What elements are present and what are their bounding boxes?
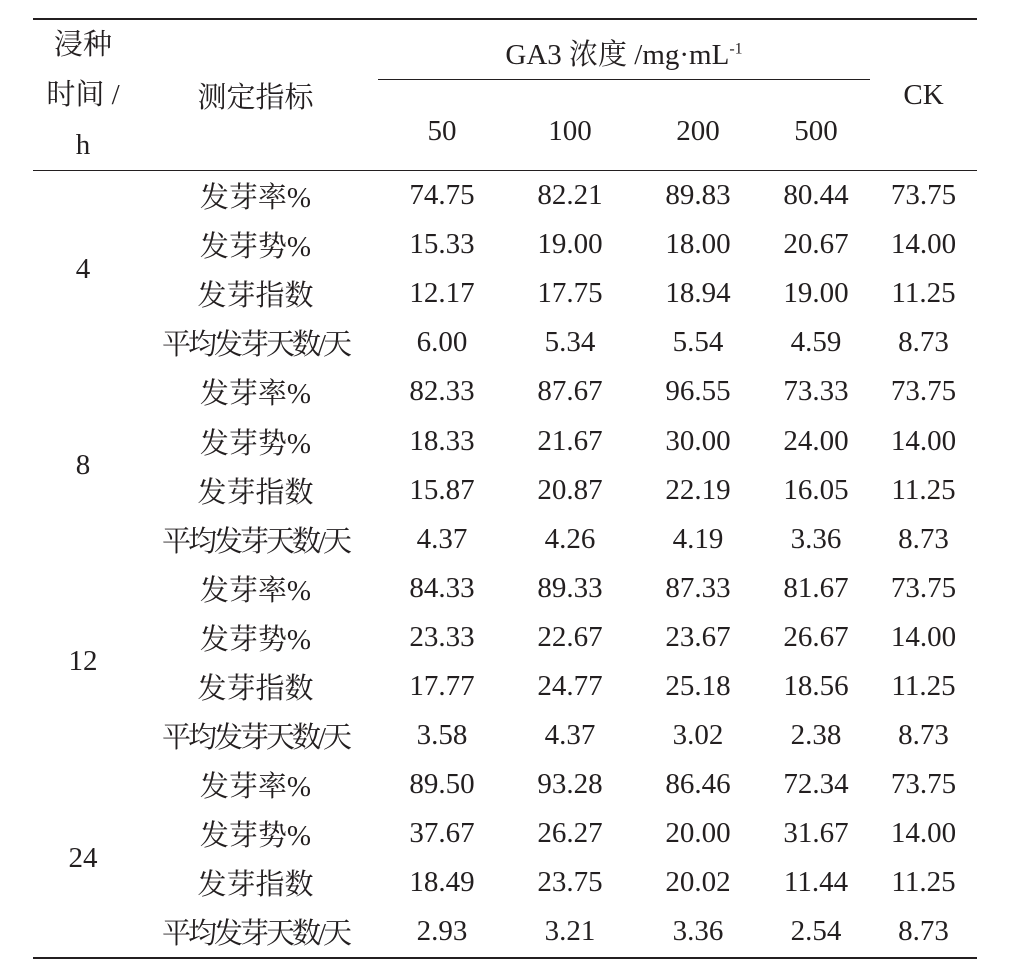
ga3-concentration-label: GA3 浓度 /mg·mL [505, 38, 730, 71]
value-cell: 4.37 [416, 522, 468, 555]
value-cell: 3.36 [790, 522, 842, 555]
value-cell: 82.21 [537, 179, 603, 212]
value-cell: 17.77 [409, 669, 475, 702]
value-cell: 19.00 [783, 277, 849, 310]
metric-cell: 发芽指数 [197, 672, 314, 705]
value-cell: 20.02 [665, 866, 731, 899]
value-cell: 2.93 [378, 907, 506, 957]
soak-time-cell: 24 [33, 760, 133, 957]
value-cell: 20.00 [665, 817, 731, 850]
ga3-concentration-header [378, 19, 870, 93]
table-row [33, 515, 977, 564]
metric-header: 测定指标 [133, 19, 378, 171]
control-value-cell: 14.00 [890, 817, 957, 850]
value-cell: 37.67 [409, 817, 475, 850]
soak-time-header-text: 浸种时间 /h [46, 29, 120, 161]
table-row [33, 711, 977, 760]
value-cell: 25.18 [665, 669, 731, 702]
control-value-cell: 14.00 [890, 228, 957, 261]
value-cell: 11.44 [783, 866, 849, 899]
value-cell: 3.21 [506, 907, 634, 957]
table-row [33, 662, 977, 711]
value-cell: 84.33 [409, 571, 475, 604]
control-value-cell: 8.73 [898, 719, 949, 752]
metric-cell: 发芽率% [199, 182, 312, 215]
soak-time-header [33, 19, 133, 171]
value-cell: 86.46 [665, 768, 731, 801]
value-cell: 30.00 [665, 424, 731, 457]
value-cell: 74.75 [409, 179, 475, 212]
value-cell: 87.67 [537, 375, 603, 408]
value-cell: 23.67 [665, 620, 731, 653]
metric-cell: 发芽势% [199, 231, 312, 264]
soak-time-cell: 8 [75, 449, 91, 482]
table-row [33, 613, 977, 662]
value-cell: 17.75 [537, 277, 603, 310]
value-cell: 5.54 [672, 326, 724, 359]
value-cell: 31.67 [783, 817, 849, 850]
value-cell: 26.27 [537, 817, 603, 850]
table-row [33, 269, 977, 318]
table-row [33, 220, 977, 269]
metric-cell: 平均发芽天数/天 [161, 329, 350, 362]
value-cell: 2.38 [790, 719, 842, 752]
germination-table [33, 18, 977, 959]
metric-cell: 发芽率% [199, 378, 312, 411]
metric-cell: 发芽指数 [197, 280, 314, 313]
metric-cell: 平均发芽天数/天 [133, 907, 378, 957]
value-cell: 18.33 [409, 424, 475, 457]
concentration-header-2: 200 [634, 93, 762, 171]
control-value-cell: 8.73 [870, 907, 977, 957]
value-cell: 89.50 [409, 768, 475, 801]
table-row [33, 564, 977, 613]
metric-cell: 发芽势% [199, 427, 312, 460]
control-value-cell: 11.25 [891, 866, 956, 899]
concentration-header-0: 50 [378, 93, 506, 171]
value-cell: 18.94 [665, 277, 731, 310]
value-cell: 20.87 [537, 473, 603, 506]
value-cell: 16.05 [783, 473, 849, 506]
control-value-cell: 73.75 [890, 375, 957, 408]
value-cell: 72.34 [783, 768, 849, 801]
control-value-cell: 8.73 [898, 522, 949, 555]
control-value-cell: 14.00 [890, 424, 957, 457]
control-value-cell: 73.75 [890, 179, 957, 212]
table-row [33, 466, 977, 515]
value-cell: 24.77 [537, 669, 603, 702]
value-cell: 18.49 [409, 866, 475, 899]
metric-cell: 发芽率% [199, 771, 312, 804]
table-row [33, 416, 977, 465]
value-cell: 3.58 [416, 719, 468, 752]
value-cell: 96.55 [665, 375, 731, 408]
value-cell: 87.33 [665, 571, 731, 604]
value-cell: 2.54 [762, 907, 870, 957]
metric-cell: 发芽指数 [197, 869, 314, 902]
value-cell: 23.75 [537, 866, 603, 899]
control-value-cell: 11.25 [891, 473, 956, 506]
value-cell: 4.37 [544, 719, 596, 752]
concentration-header-3: 500 [762, 93, 870, 171]
value-cell: 89.33 [537, 571, 603, 604]
value-cell: 15.87 [409, 473, 475, 506]
metric-cell: 发芽指数 [197, 476, 314, 509]
table-row [33, 318, 977, 367]
metric-cell: 发芽势% [199, 820, 312, 853]
control-value-cell: 73.75 [890, 571, 957, 604]
value-cell: 22.67 [537, 620, 603, 653]
value-cell: 3.02 [672, 719, 724, 752]
control-value-cell: 8.73 [898, 326, 949, 359]
table-row [33, 760, 977, 809]
table-row [33, 171, 977, 221]
value-cell: 93.28 [537, 768, 603, 801]
table-row [33, 809, 977, 858]
value-cell: 82.33 [409, 375, 475, 408]
metric-cell: 平均发芽天数/天 [161, 722, 350, 755]
value-cell: 73.33 [783, 375, 849, 408]
value-cell: 12.17 [409, 277, 475, 310]
value-cell: 6.00 [416, 326, 468, 359]
soak-time-cell: 12 [68, 645, 98, 678]
value-cell: 23.33 [409, 620, 475, 653]
value-cell: 80.44 [783, 179, 849, 212]
value-cell: 22.19 [665, 473, 731, 506]
value-cell: 89.83 [665, 179, 731, 212]
value-cell: 15.33 [409, 228, 475, 261]
value-cell: 81.67 [783, 571, 849, 604]
value-cell: 19.00 [537, 228, 603, 261]
value-cell: 20.67 [783, 228, 849, 261]
control-value-cell: 11.25 [891, 277, 956, 310]
control-header: CK [870, 19, 977, 171]
ga3-unit-superscript: -1 [729, 40, 743, 58]
metric-cell: 发芽势% [199, 623, 312, 656]
control-value-cell: 11.25 [891, 669, 956, 702]
metric-cell: 发芽率% [199, 574, 312, 607]
value-cell: 4.26 [544, 522, 596, 555]
concentration-header-1: 100 [506, 93, 634, 171]
value-cell: 5.34 [544, 326, 596, 359]
value-cell: 26.67 [783, 620, 849, 653]
table-row [33, 858, 977, 907]
table-row [33, 367, 977, 416]
metric-cell: 平均发芽天数/天 [161, 525, 350, 558]
control-value-cell: 14.00 [890, 620, 957, 653]
soak-time-cell: 4 [75, 252, 91, 285]
table-row [33, 907, 977, 957]
value-cell: 24.00 [783, 424, 849, 457]
value-cell: 3.36 [634, 907, 762, 957]
value-cell: 4.19 [672, 522, 724, 555]
value-cell: 21.67 [537, 424, 603, 457]
value-cell: 4.59 [790, 326, 842, 359]
value-cell: 18.56 [783, 669, 849, 702]
value-cell: 18.00 [665, 228, 731, 261]
control-value-cell: 73.75 [890, 768, 957, 801]
